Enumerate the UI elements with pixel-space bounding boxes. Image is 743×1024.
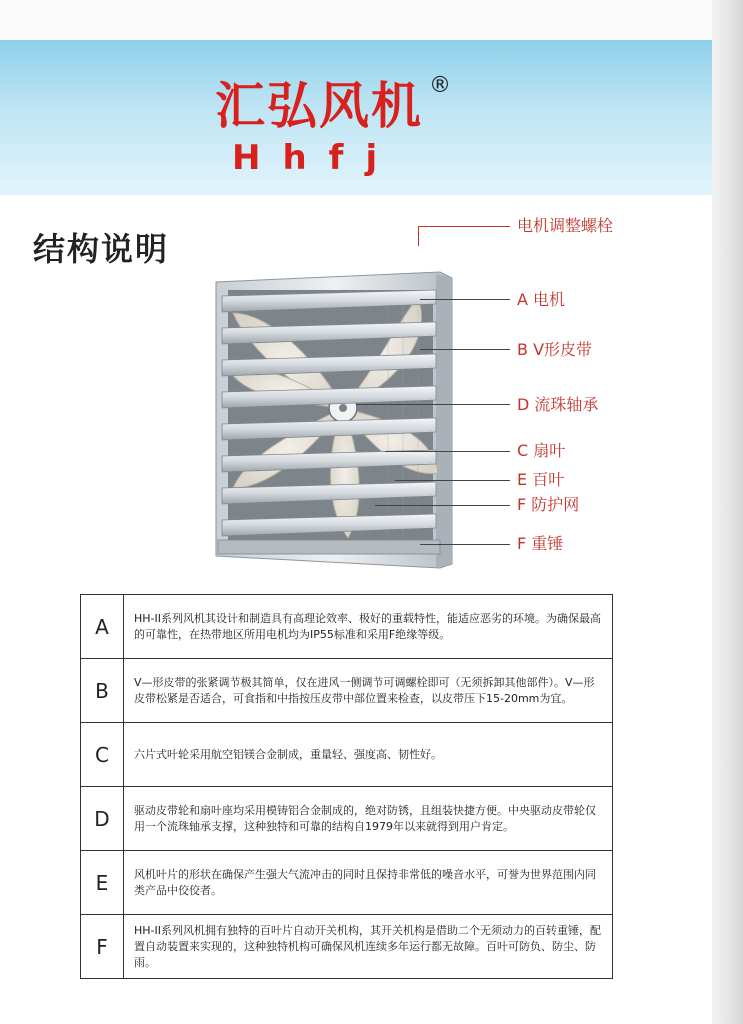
fan-illustration — [208, 268, 453, 570]
row-text: 驱动皮带轮和扇叶座均采用模铸铝合金制成的，绝对防锈，且组装快捷方便。中央驱动皮带轮仅用一个流珠轴承支撑，这种独特和可靠的结构自1979年以来就得到用户肯定。 — [124, 787, 613, 851]
callout-leader-blade — [385, 451, 510, 452]
callout-vbelt: B V形皮带 — [517, 340, 593, 359]
table-row — [81, 851, 613, 915]
row-text: V—形皮带的张紧调节极其简单，仅在进风一侧调节可调螺栓即可（无须拆卸其他部件）。V—形皮带松紧是否适合，可食指和中指按压皮带中部位置来检查，以皮带压下15-20mm为宜。 — [124, 659, 613, 723]
callout-louver: E 百叶 — [517, 470, 565, 489]
callout-leader-motor — [420, 299, 510, 300]
callout-leader-guard — [375, 505, 510, 506]
row-letter: D — [81, 787, 124, 851]
registered-mark: ® — [429, 73, 451, 98]
row-text: HH-II系列风机其设计和制造具有高理论效率、极好的重载特性，能适应恶劣的环境。为确保最高的可靠性，在热带地区所用电机均为IP55标准和采用F绝缘等级。 — [124, 595, 613, 659]
callout-weight: F 重锤 — [517, 534, 564, 553]
section-title: 结构说明 — [33, 230, 170, 268]
spec-table — [80, 594, 613, 979]
row-text: HH-II系列风机拥有独特的百叶片自动开关机构，其开关机构是借助二个无须动力的百转重锤，配置自动装置来实现的，这种独特机构可确保风机连续多年运行都无故障。百叶可防负、防尘、防雨。 — [124, 915, 613, 979]
callout-leader-bearing — [356, 404, 510, 405]
table-row — [81, 595, 613, 659]
table-row — [81, 915, 613, 979]
callout-guard: F 防护网 — [517, 495, 580, 514]
table-row — [81, 723, 613, 787]
callout-blade: C 扇叶 — [517, 441, 566, 460]
callout-leader-louver — [395, 480, 510, 481]
table-row — [81, 659, 613, 723]
row-text: 六片式叶轮采用航空铝镁合金制成，重量轻、强度高、韧性好。 — [124, 723, 613, 787]
row-letter: C — [81, 723, 124, 787]
callout-motor: A 电机 — [517, 290, 566, 309]
top-margin — [0, 0, 743, 40]
callout-leader-horizontal — [418, 226, 510, 227]
row-letter: F — [81, 915, 124, 979]
row-letter: B — [81, 659, 124, 723]
callout-leader-vertical — [418, 226, 419, 246]
callout-leader-vbelt — [420, 349, 510, 350]
row-letter: E — [81, 851, 124, 915]
callout-motor-bolt: 电机调整螺栓 — [517, 216, 614, 235]
brand-latin-name: Hhfj — [232, 138, 400, 178]
row-text: 风机叶片的形状在确保产生强大气流冲击的同时且保持非常低的噪音水平，可誉为世界范围内同类产品中佼佼者。 — [124, 851, 613, 915]
table-row — [81, 787, 613, 851]
callout-bearing: D 流珠轴承 — [517, 395, 599, 414]
brand-name: 汇弘风机 — [215, 76, 423, 135]
page-edge-shadow — [712, 0, 743, 1024]
callout-leader-weight — [420, 544, 510, 545]
row-letter: A — [81, 595, 124, 659]
